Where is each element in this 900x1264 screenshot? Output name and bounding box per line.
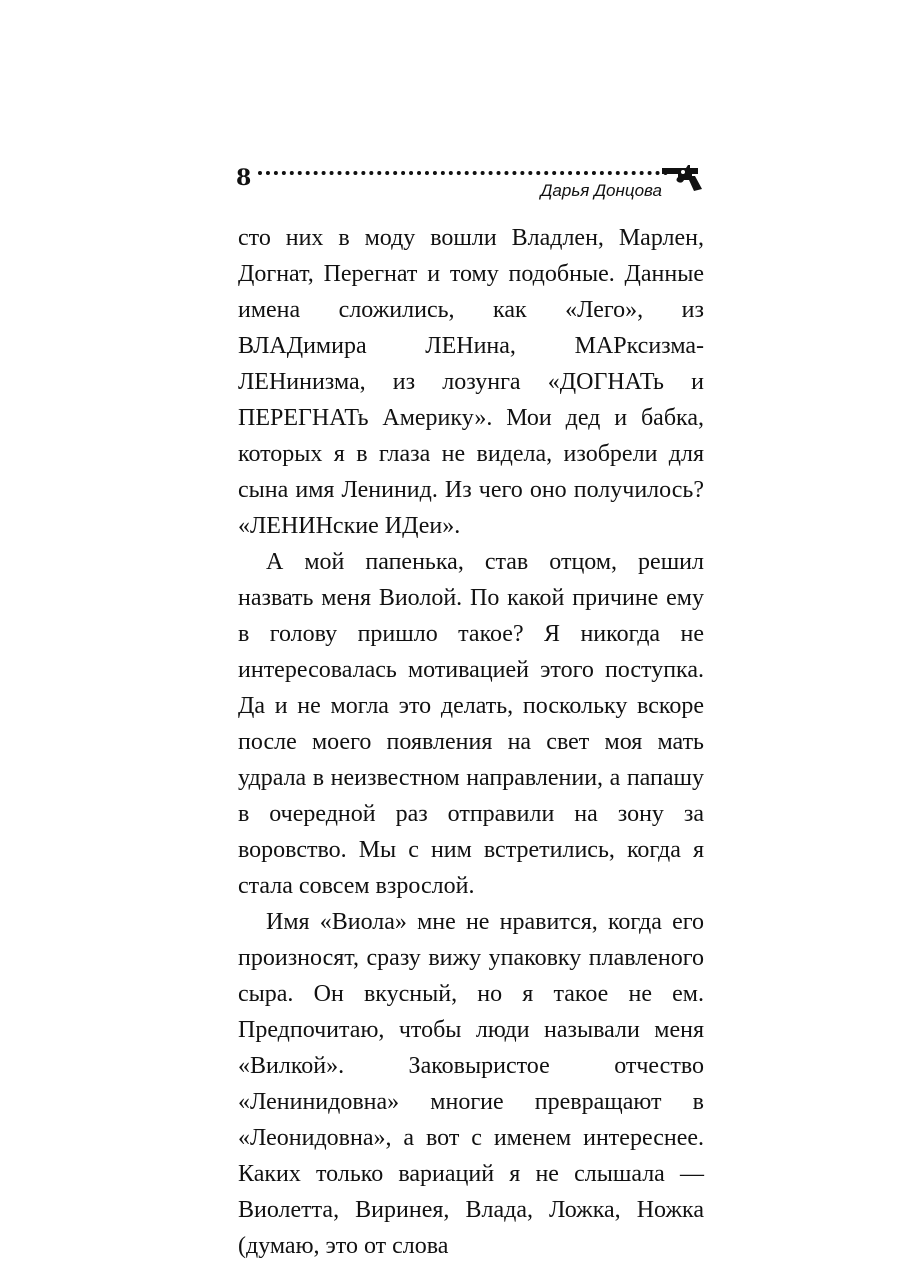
page-number: 8 (236, 165, 252, 191)
running-header (236, 160, 706, 204)
body-text (238, 220, 704, 1264)
paragraph: А мой папенька, став отцом, решил назвать меня Виолой. По какой причине ему в голову пришло такое? Я никогда не интересовалась мотивацией этого поступка. Да и не могла это делать, поскольку вскоре после моего появления на свет моя мать удрала в неизвестном направлении, а папашу в очередной раз отправили на зону за воровство. Мы с ним встретились, когда я стала совсем взрослой. (238, 549, 704, 899)
paragraph: сто них в моду вошли Владлен, Марлен, Догнат, Перегнат и тому подобные. Данные имена сложились, как «Лего», из ВЛАДимира ЛЕНина, МАРксизма-ЛЕНинизма, из лозунга «ДОГНАТь и ПЕРЕГНАТь Америку». Мои дед и бабка, которых я в глаза не видела, изобрели для сына имя Ленинид. Из чего оно получилось? «ЛЕНИНские ИДеи». (238, 225, 704, 539)
paragraph: Имя «Виола» мне не нравится, когда его произносят, сразу вижу упаковку плавленого сыра. Он вкусный, но я такое не ем. Предпочитаю, чтобы люди называли меня «Вилкой». Заковыристое отчество «Ленинидовна» многие превращают в «Леонидовна», а вот с именем интереснее. Каких только вариаций я не слышала — Виолетта, Виринея, Влада, Ложка, Ножка (думаю, это от слова (238, 909, 704, 1259)
dotted-rule (258, 171, 668, 175)
author-name: Дарья Донцова (540, 181, 662, 200)
revolver-icon (662, 162, 706, 192)
